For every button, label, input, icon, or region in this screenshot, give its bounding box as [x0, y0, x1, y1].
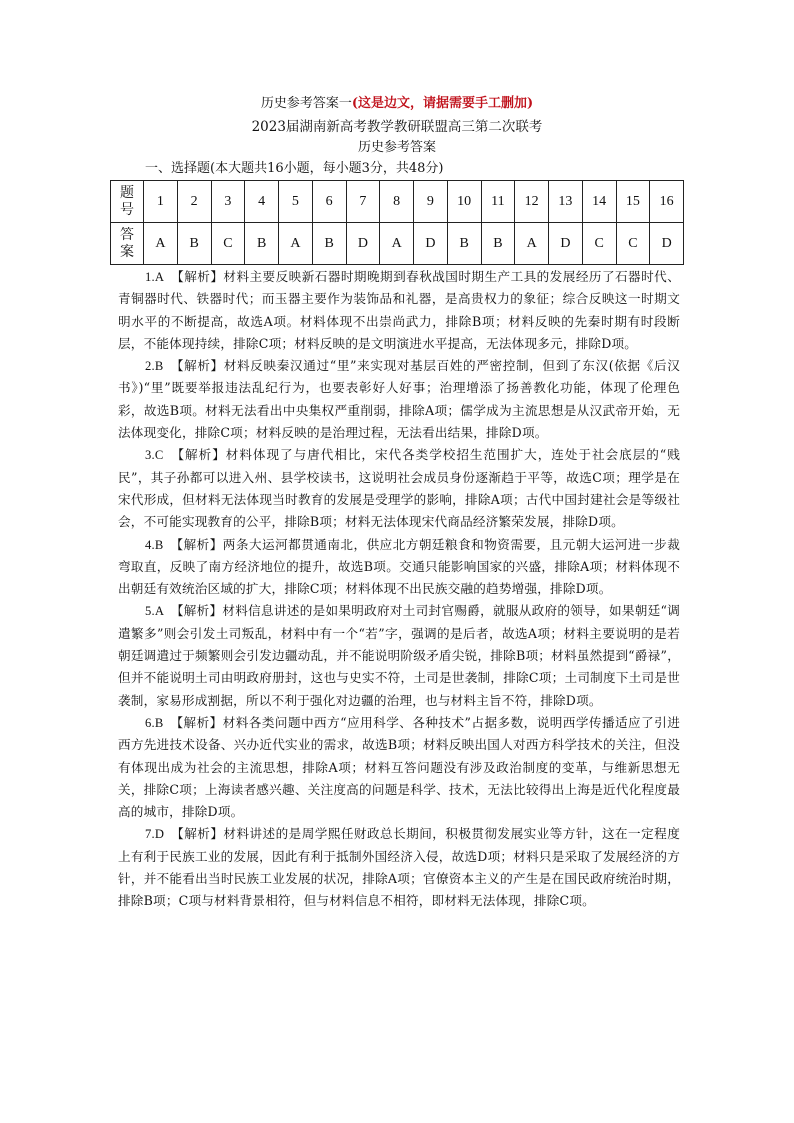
answer-table — [110, 180, 684, 265]
answer-cell: C — [582, 223, 616, 265]
question-label: 5.A — [145, 604, 165, 619]
header-note: (这是边文，请据需要手工删加) — [351, 96, 534, 111]
explanation-text: 两条大运河都贯通南北，供应北方朝廷粮食和物资需要，且元朝大运河进一步裁弯取直，反映了南方经济地位的提升，故选B项。交通只能影响国家的兴盛，排除A项；材料体现不出朝廷有效统治区域的扩大，排除C项；材料体现不出民族交融的趋势增强，排除D项。 — [118, 536, 681, 597]
header-title: 历史参考答案一 — [260, 96, 352, 111]
question-number: 16 — [650, 181, 684, 223]
answer-cell: A — [144, 223, 178, 265]
analysis-tag: 【解析】 — [177, 826, 224, 842]
question-number: 4 — [245, 181, 279, 223]
answer-cell: A — [380, 223, 414, 265]
answer-cell: B — [245, 223, 279, 265]
explanation-paragraph — [118, 600, 680, 711]
answer-cell: B — [481, 223, 515, 265]
section-title: 一、选择题(本大题共16小题，每小题3分，共48分) — [145, 161, 444, 176]
answer-cell: A — [279, 223, 313, 265]
exam-title: 2023届湖南新高考教学教研联盟高三第二次联考 — [251, 119, 543, 135]
answer-cell: A — [515, 223, 549, 265]
analysis-tag: 【解析】 — [177, 447, 226, 463]
analysis-tag: 【解析】 — [177, 603, 223, 619]
question-number: 10 — [447, 181, 481, 223]
explanation-text: 材料主要反映新石器时期晚期到春秋战国时期生产工具的发展经历了石器时代、青铜器时代、铁器时代；而玉器主要作为装饰品和礼器，是高贵权力的象征；综合反映这一时期文明水平的不断提高，故选A项。材料体现不出崇尚武力，排除B项；材料反映的先秦时期有时段断层，不能体现持续，排除C项；材料反映的是文明演进水平提高，无法体现多元，排除D项。 — [118, 269, 681, 351]
question-number: 11 — [481, 181, 515, 223]
question-number: 12 — [515, 181, 549, 223]
explanation-paragraph — [118, 823, 680, 912]
question-number: 6 — [312, 181, 346, 223]
question-label: 4.B — [145, 537, 164, 552]
answer-row — [111, 223, 684, 265]
analysis-tag: 【解析】 — [177, 358, 224, 374]
question-label: 6.B — [145, 715, 164, 730]
answer-cell: B — [312, 223, 346, 265]
explanation-paragraph — [118, 355, 680, 444]
header-line-1 — [0, 96, 794, 112]
answer-cell: B — [177, 223, 211, 265]
explanations — [118, 266, 680, 913]
question-number: 14 — [582, 181, 616, 223]
explanation-paragraph — [118, 534, 680, 601]
question-number: 5 — [279, 181, 313, 223]
question-label: 7.D — [145, 827, 165, 842]
question-number: 7 — [346, 181, 380, 223]
answer-cell: D — [346, 223, 380, 265]
question-number: 3 — [211, 181, 245, 223]
answer-cell: D — [549, 223, 583, 265]
answer-cell: D — [650, 223, 684, 265]
analysis-tag: 【解析】 — [177, 269, 224, 284]
explanation-text: 材料信息讲述的是如果明政府对土司封官赐爵，就服从政府的领导，如果朝廷“调遣繁多”则会引发土司叛乱，材料中有一个“若”字，强调的是后者，故选A项；材料主要说明的是若朝廷调遣过于频繁则会引发边疆动乱，并不能说明阶级矛盾尖锐，排除B项；材料虽然提到“爵禄”，但并不能说明土司由明政府册封，这也与史实不符，土司是世袭制，排除C项；土司制度下土司是世袭制，家易形成割据，所以不利于强化对边疆的治理，也与材料主旨不符，排除D项。 — [118, 603, 681, 708]
question-number: 13 — [549, 181, 583, 223]
explanation-paragraph — [118, 712, 680, 823]
explanation-paragraph — [118, 266, 680, 355]
analysis-tag: 【解析】 — [176, 536, 223, 552]
row-label-question-number: 题 号 — [111, 181, 144, 223]
explanation-text: 材料讲述的是周学熙任财政总长期间，积极贯彻发展实业等方针，这在一定程度上有利于民族工业的发展，因此有利于抵制外国经济入侵，故选D项；材料只是采取了发展经济的方针，并不能看出当时民族工业发展的状况，排除A项；官僚资本主义的产生是在国民政府统治时期，排除B项；C项与材料背景相符，但与材料信息不相符，即材料无法体现，排除C项。 — [118, 826, 681, 909]
answer-cell: C — [211, 223, 245, 265]
question-label: 3.C — [145, 448, 164, 463]
question-number: 8 — [380, 181, 414, 223]
explanation-text: 材料体现了与唐代相比，宋代各类学校招生范围扩大，连处于社会底层的“贱民”，其子孙都可以进入州、县学校读书，这说明社会成员身份逐渐趋于平等，故选C项；理学是在宋代形成，但材料无法体现当时教育的发展是受理学的影响，排除A项；古代中国封建社会是等级社会，不可能实现教育的公平，排除B项；材料无法体现宋代商品经济繁荣发展，排除D项。 — [118, 447, 681, 530]
answer-cell: B — [447, 223, 481, 265]
question-number: 2 — [177, 181, 211, 223]
answer-key-title: 历史参考答案 — [357, 140, 436, 155]
explanation-text: 材料反映秦汉通过“里”来实现对基层百姓的严密控制，但到了东汉(依据《后汉书》)“里”既要举报违法乱纪行为，也要表彰好人好事；治理增添了扬善教化功能，体现了伦理色彩，故选B项。材料无法看出中央集权严重削弱，排除A项；儒学成为主流思想是从汉武帝开始，无法体现变化，排除C项；材料反映的是治理过程，无法看出结果，排除D项。 — [118, 358, 681, 441]
question-label: 2.B — [145, 359, 164, 374]
question-number: 1 — [144, 181, 178, 223]
question-number-row — [111, 181, 684, 223]
analysis-tag: 【解析】 — [176, 714, 223, 730]
explanation-paragraph — [118, 444, 680, 533]
question-number: 9 — [414, 181, 448, 223]
explanation-text: 材料各类问题中西方“应用科学、各种技术”占据多数，说明西学传播适应了引进西方先进技术设备、兴办近代实业的需求，故选B项；材料反映出国人对西方科学技术的关注，但没有体现出成为社会的主流思想，排除A项；材料互答问题没有涉及政治制度的变革，与维新思想无关，排除C项；上海读者感兴趣、关注度高的问题是科学、技术，无法比较得出上海是近代化程度最高的城市，排除D项。 — [118, 714, 681, 820]
answer-cell: C — [616, 223, 650, 265]
question-label: 1.A — [145, 270, 165, 284]
question-number: 15 — [616, 181, 650, 223]
answer-cell: D — [414, 223, 448, 265]
row-label-answer: 答 案 — [111, 223, 144, 265]
